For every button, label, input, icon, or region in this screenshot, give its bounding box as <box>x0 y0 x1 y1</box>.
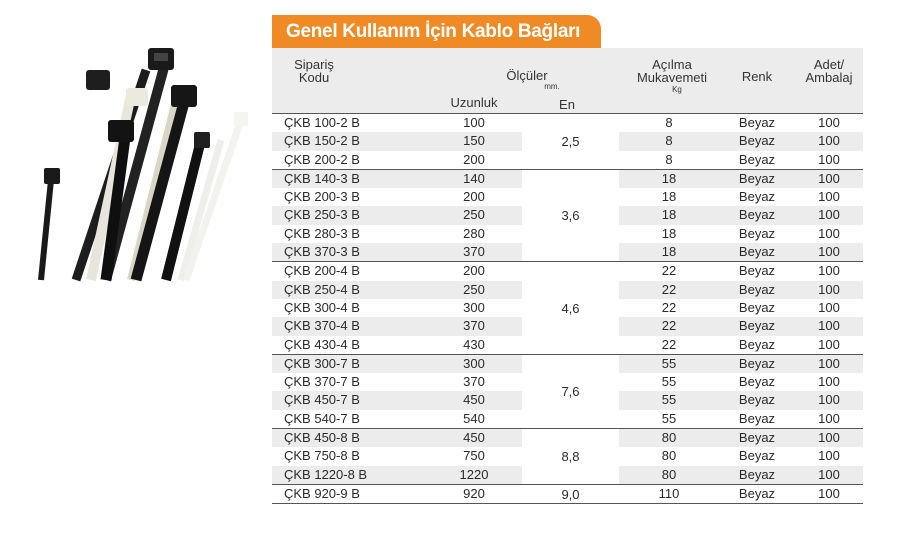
length-cell: 370 <box>463 318 485 334</box>
strength-cell: 80 <box>661 430 677 446</box>
pack-cell: 100 <box>818 430 840 446</box>
length-cell: 1220 <box>459 466 489 482</box>
length-cell: 430 <box>463 336 485 352</box>
order-code-cell: ÇKB 450-8 B <box>284 430 360 446</box>
color-cell: Beyaz <box>738 355 776 371</box>
header-code-line1: Sipariş <box>294 57 334 72</box>
order-code-cell: ÇKB 920-9 B <box>284 485 360 501</box>
color-cell: Beyaz <box>738 318 776 334</box>
pack-cell: 100 <box>818 410 840 426</box>
order-code-cell: ÇKB 750-8 B <box>284 448 360 464</box>
strength-cell: 18 <box>661 244 677 260</box>
strength-cell: 22 <box>661 263 677 279</box>
color-cell: Beyaz <box>738 170 776 186</box>
header-strength-unit: Kg <box>672 85 682 94</box>
width-group <box>272 170 863 262</box>
color-cell: Beyaz <box>738 466 776 482</box>
pack-cell: 100 <box>818 448 840 464</box>
pack-cell: 100 <box>818 336 840 352</box>
product-table <box>272 113 863 504</box>
color-cell: Beyaz <box>738 151 776 167</box>
header-color: Renk <box>741 69 773 84</box>
strength-cell: 18 <box>661 170 677 186</box>
length-cell: 450 <box>463 430 485 446</box>
header-code <box>284 58 344 84</box>
strength-cell: 55 <box>661 392 677 408</box>
length-cell: 540 <box>463 410 485 426</box>
pack-cell: 100 <box>818 133 840 149</box>
header-pack <box>795 58 863 84</box>
order-code-cell: ÇKB 280-3 B <box>284 225 360 241</box>
order-code-cell: ÇKB 370-3 B <box>284 244 360 260</box>
width-cell: 3,6 <box>522 170 619 261</box>
length-cell: 200 <box>463 151 485 167</box>
color-cell: Beyaz <box>738 263 776 279</box>
pack-cell: 100 <box>818 151 840 167</box>
length-cell: 200 <box>463 189 485 205</box>
length-cell: 140 <box>463 170 485 186</box>
pack-cell: 100 <box>818 189 840 205</box>
page-title: Genel Kullanım İçin Kablo Bağları <box>272 15 601 48</box>
order-code-cell: ÇKB 140-3 B <box>284 170 360 186</box>
order-code-cell: ÇKB 250-4 B <box>284 281 360 297</box>
color-cell: Beyaz <box>738 336 776 352</box>
pack-cell: 100 <box>818 485 840 501</box>
order-code-cell: ÇKB 300-7 B <box>284 355 360 371</box>
strength-cell: 22 <box>661 281 677 297</box>
order-code-cell: ÇKB 300-4 B <box>284 299 360 315</box>
header-strength <box>627 58 717 84</box>
order-code-cell: ÇKB 450-7 B <box>284 392 360 408</box>
pack-cell: 100 <box>818 244 840 260</box>
strength-cell: 110 <box>658 485 680 501</box>
pack-cell: 100 <box>818 355 840 371</box>
color-cell: Beyaz <box>738 448 776 464</box>
order-code-cell: ÇKB 200-4 B <box>284 263 360 279</box>
color-cell: Beyaz <box>738 207 776 223</box>
width-group <box>272 262 863 354</box>
color-cell: Beyaz <box>738 374 776 390</box>
order-code-cell: ÇKB 430-4 B <box>284 336 360 352</box>
length-cell: 100 <box>463 115 485 130</box>
length-cell: 750 <box>463 448 485 464</box>
order-code-cell: ÇKB 150-2 B <box>284 133 360 149</box>
length-cell: 250 <box>463 281 485 297</box>
color-cell: Beyaz <box>738 430 776 446</box>
color-cell: Beyaz <box>738 299 776 315</box>
color-cell: Beyaz <box>738 281 776 297</box>
header-width: En <box>559 97 575 112</box>
color-cell: Beyaz <box>738 225 776 241</box>
pack-cell: 100 <box>818 115 840 130</box>
order-code-cell: ÇKB 250-3 B <box>284 207 360 223</box>
length-cell: 300 <box>463 299 485 315</box>
strength-cell: 55 <box>661 374 677 390</box>
header-strength-line2: Mukavemeti <box>636 70 708 85</box>
width-group <box>272 485 863 504</box>
pack-cell: 100 <box>818 392 840 408</box>
length-cell: 280 <box>463 225 485 241</box>
pack-cell: 100 <box>818 299 840 315</box>
pack-cell: 100 <box>818 374 840 390</box>
order-code-cell: ÇKB 200-2 B <box>284 151 360 167</box>
strength-cell: 55 <box>661 410 677 426</box>
length-cell: 920 <box>463 485 485 501</box>
length-cell: 300 <box>463 355 485 371</box>
pack-cell: 100 <box>818 281 840 297</box>
color-cell: Beyaz <box>738 133 776 149</box>
width-cell: 8,8 <box>522 429 619 484</box>
length-cell: 450 <box>463 392 485 408</box>
width-group <box>272 355 863 429</box>
order-code-cell: ÇKB 540-7 B <box>284 410 360 426</box>
strength-cell: 22 <box>661 318 677 334</box>
pack-cell: 100 <box>818 207 840 223</box>
color-cell: Beyaz <box>738 485 776 501</box>
length-cell: 370 <box>463 374 485 390</box>
width-cell: 7,6 <box>522 355 619 428</box>
width-cell: 2,5 <box>522 114 619 169</box>
header-code-line2: Kodu <box>298 70 330 85</box>
strength-cell: 18 <box>661 189 677 205</box>
pack-cell: 100 <box>818 466 840 482</box>
width-group <box>272 113 863 170</box>
header-pack-line1: Adet/ <box>813 57 845 72</box>
header-dimensions: Ölçüler <box>506 68 548 83</box>
strength-cell: 22 <box>661 336 677 352</box>
strength-cell: 80 <box>661 448 677 464</box>
pack-cell: 100 <box>818 170 840 186</box>
length-cell: 370 <box>463 244 485 260</box>
length-cell: 150 <box>463 133 485 149</box>
order-code-cell: ÇKB 100-2 B <box>284 115 360 130</box>
width-group <box>272 429 863 485</box>
length-cell: 200 <box>463 263 485 279</box>
header-strength-line1: Açılma <box>652 57 692 72</box>
pack-cell: 100 <box>818 263 840 279</box>
strength-cell: 18 <box>661 207 677 223</box>
order-code-cell: ÇKB 370-7 B <box>284 374 360 390</box>
pack-cell: 100 <box>818 225 840 241</box>
strength-cell: 18 <box>661 225 677 241</box>
strength-cell: 22 <box>661 299 677 315</box>
order-code-cell: ÇKB 1220-8 B <box>284 466 368 482</box>
color-cell: Beyaz <box>738 244 776 260</box>
header-length: Uzunluk <box>450 95 498 110</box>
table-header <box>272 48 863 113</box>
width-cell: 4,6 <box>522 262 619 353</box>
cable-ties-photo <box>36 40 266 285</box>
order-code-cell: ÇKB 200-3 B <box>284 189 360 205</box>
color-cell: Beyaz <box>738 392 776 408</box>
pack-cell: 100 <box>818 318 840 334</box>
strength-cell: 8 <box>665 133 673 149</box>
length-cell: 250 <box>463 207 485 223</box>
strength-cell: 80 <box>661 466 677 482</box>
header-dimensions-unit: mm. <box>544 82 560 91</box>
color-cell: Beyaz <box>738 410 776 426</box>
order-code-cell: ÇKB 370-4 B <box>284 318 360 334</box>
color-cell: Beyaz <box>738 189 776 205</box>
header-pack-line2: Ambalaj <box>805 70 853 85</box>
strength-cell: 8 <box>665 115 673 130</box>
color-cell: Beyaz <box>738 115 776 130</box>
width-cell: 9,0 <box>522 485 619 503</box>
strength-cell: 55 <box>661 355 677 371</box>
strength-cell: 8 <box>665 151 673 167</box>
